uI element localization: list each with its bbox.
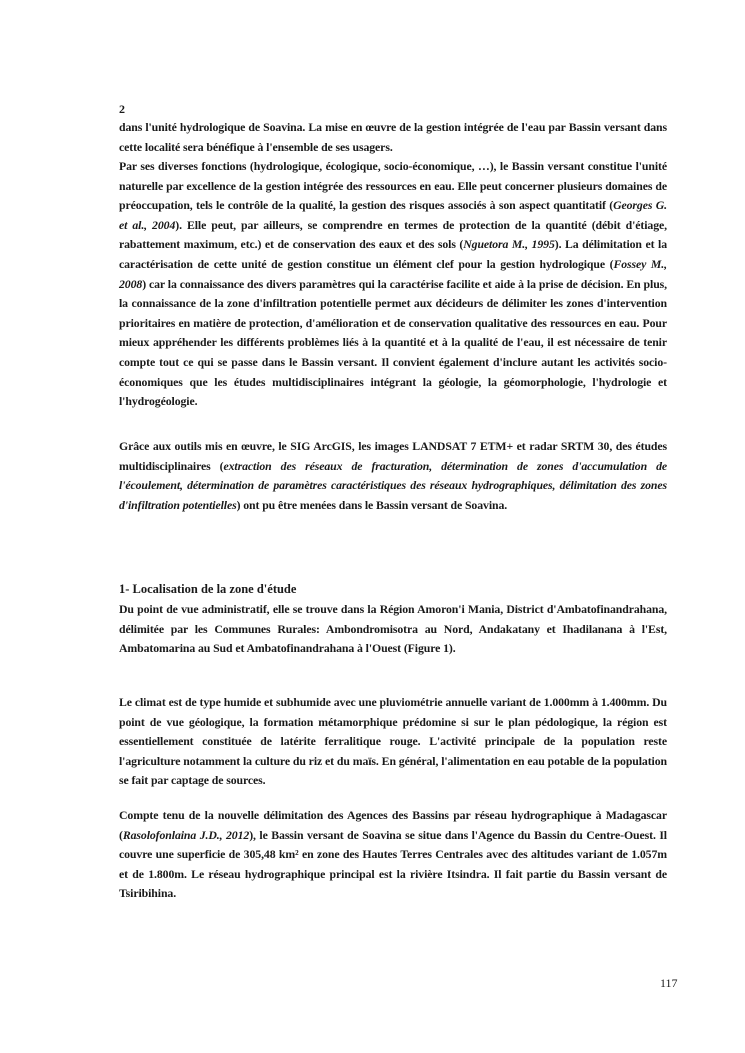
text-run: ) ont pu être menées dans le Bassin versant de Soavina. (236, 497, 508, 512)
folio-page-number: 117 (660, 976, 678, 990)
text-run: dans l'unité hydrologique de Soavina. La mise en œuvre de la gestion intégrée de l'eau par Bassin versant dans cette localité sera bénéfique à l'ensemble de ses usagers. (119, 120, 667, 154)
text-run: ), le Bassin versant de Soavina se situe dans l'Agence du Bassin du Centre-Ouest. Il couvre une superficie de 305,48 km² en zone des Hautes Terres Centrales avec des altitudes variant de 1.057m et de 1.800m. Le réseau hydrographique principal est la rivière Itsindra. Il fait partie du Bassin versant de Tsiribihina. (119, 827, 667, 901)
paragraph-intro (119, 118, 667, 157)
text-run: Grâce aux outils mis en œuvre, le SIG ArcGIS, les images LANDSAT 7 ETM+ et radar SRTM 30, des études multidisciplinaires ( (119, 439, 667, 473)
italic-list: extraction des réseaux de fracturation, détermination de zones d'accumulation de l'écoulement, détermination de paramètres caractéristiques des réseaux hydrographiques, délimitation des zones d'infiltration potentielles (119, 458, 668, 512)
paragraph-climate (119, 693, 667, 791)
text-run: ). La délimitation et la caractérisation de cette unité de gestion constitue un élément clef pour la gestion hydrologique ( (119, 237, 667, 271)
text-run: Par ses diverses fonctions (hydrologique, écologique, socio-économique, …), le Bassin versant constitue l'unité naturelle par excellence de la gestion intégrée des ressources en eau. Elle peut concerner plusieurs domaines de préoccupation, tels le contrôle de la qualité, la gestion des risques associés à son aspect quantitatif ( (119, 159, 667, 213)
section-heading: 1- Localisation de la zone d'étude (119, 582, 297, 596)
citation: Rasolofonlaina J.D., 2012 (122, 827, 250, 842)
citation: Nguetora M., 1995 (463, 237, 555, 252)
citation: Georges G. et al., 2004 (119, 198, 667, 232)
text-run: ). Elle peut, par ailleurs, se comprendre en termes de protection de la quantité (débit d'étiage, rabattement maximum, etc.) et de conservation des eaux et des sols ( (119, 217, 667, 252)
paragraph-basin-functions (119, 157, 667, 412)
paragraph-administrative (119, 600, 667, 659)
text-run: Compte tenu de la nouvelle délimitation des Agences des Bassins par réseau hydrographique à Madagascar ( (119, 808, 667, 842)
text-run: Du point de vue administratif, elle se trouve dans la Région Amoron'i Mania, District d'Ambatofinandrahana, délimitée par les Communes Rurales: Ambondromisotra au Nord, Andakatany et Ihadilanana à l'Est, Ambatomarina au Sud et Ambatofinandrahana à l'Ouest (Figure 1). (119, 602, 667, 656)
paragraph-methods (119, 437, 667, 515)
top-page-number: 2 (119, 102, 125, 116)
text-run: Le climat est de type humide et subhumide avec une pluviométrie annuelle variant de 1.000mm à 1.400mm. Du point de vue géologique, la formation métamorphique prédomine si sur le plan pédologique, la région est essentiellement constituée de latérite ferralitique rouge. L'activité principale de la population reste l'agriculture notamment la culture du riz et du maïs. En général, l'alimentation en eau potable de la population se fait par captage de sources. (119, 695, 667, 788)
paragraph-agency (119, 806, 667, 904)
text-run: ) car la connaissance des divers paramètres qui la caractérise facilite et aide à la prise de décision. En plus, la connaissance de la zone d'infiltration potentielle permet aux décideurs de délimiter les zones d'intervention prioritaires en matière de protection, d'amélioration et de conservation qualitative des ressources en eau. Pour mieux appréhender les différents problèmes liés à la quantité et à la qualité de l'eau, il est nécessaire de tenir compte tout ce qui se passe dans le Bassin versant. Il convient également d'inclure autant les activités socio-économiques que les études multidisciplinaires intégrant la géologie, la géomorphologie, l'hydrologie et l'hydrogéologie. (119, 276, 667, 409)
citation: Fossey M., 2008 (119, 256, 667, 291)
